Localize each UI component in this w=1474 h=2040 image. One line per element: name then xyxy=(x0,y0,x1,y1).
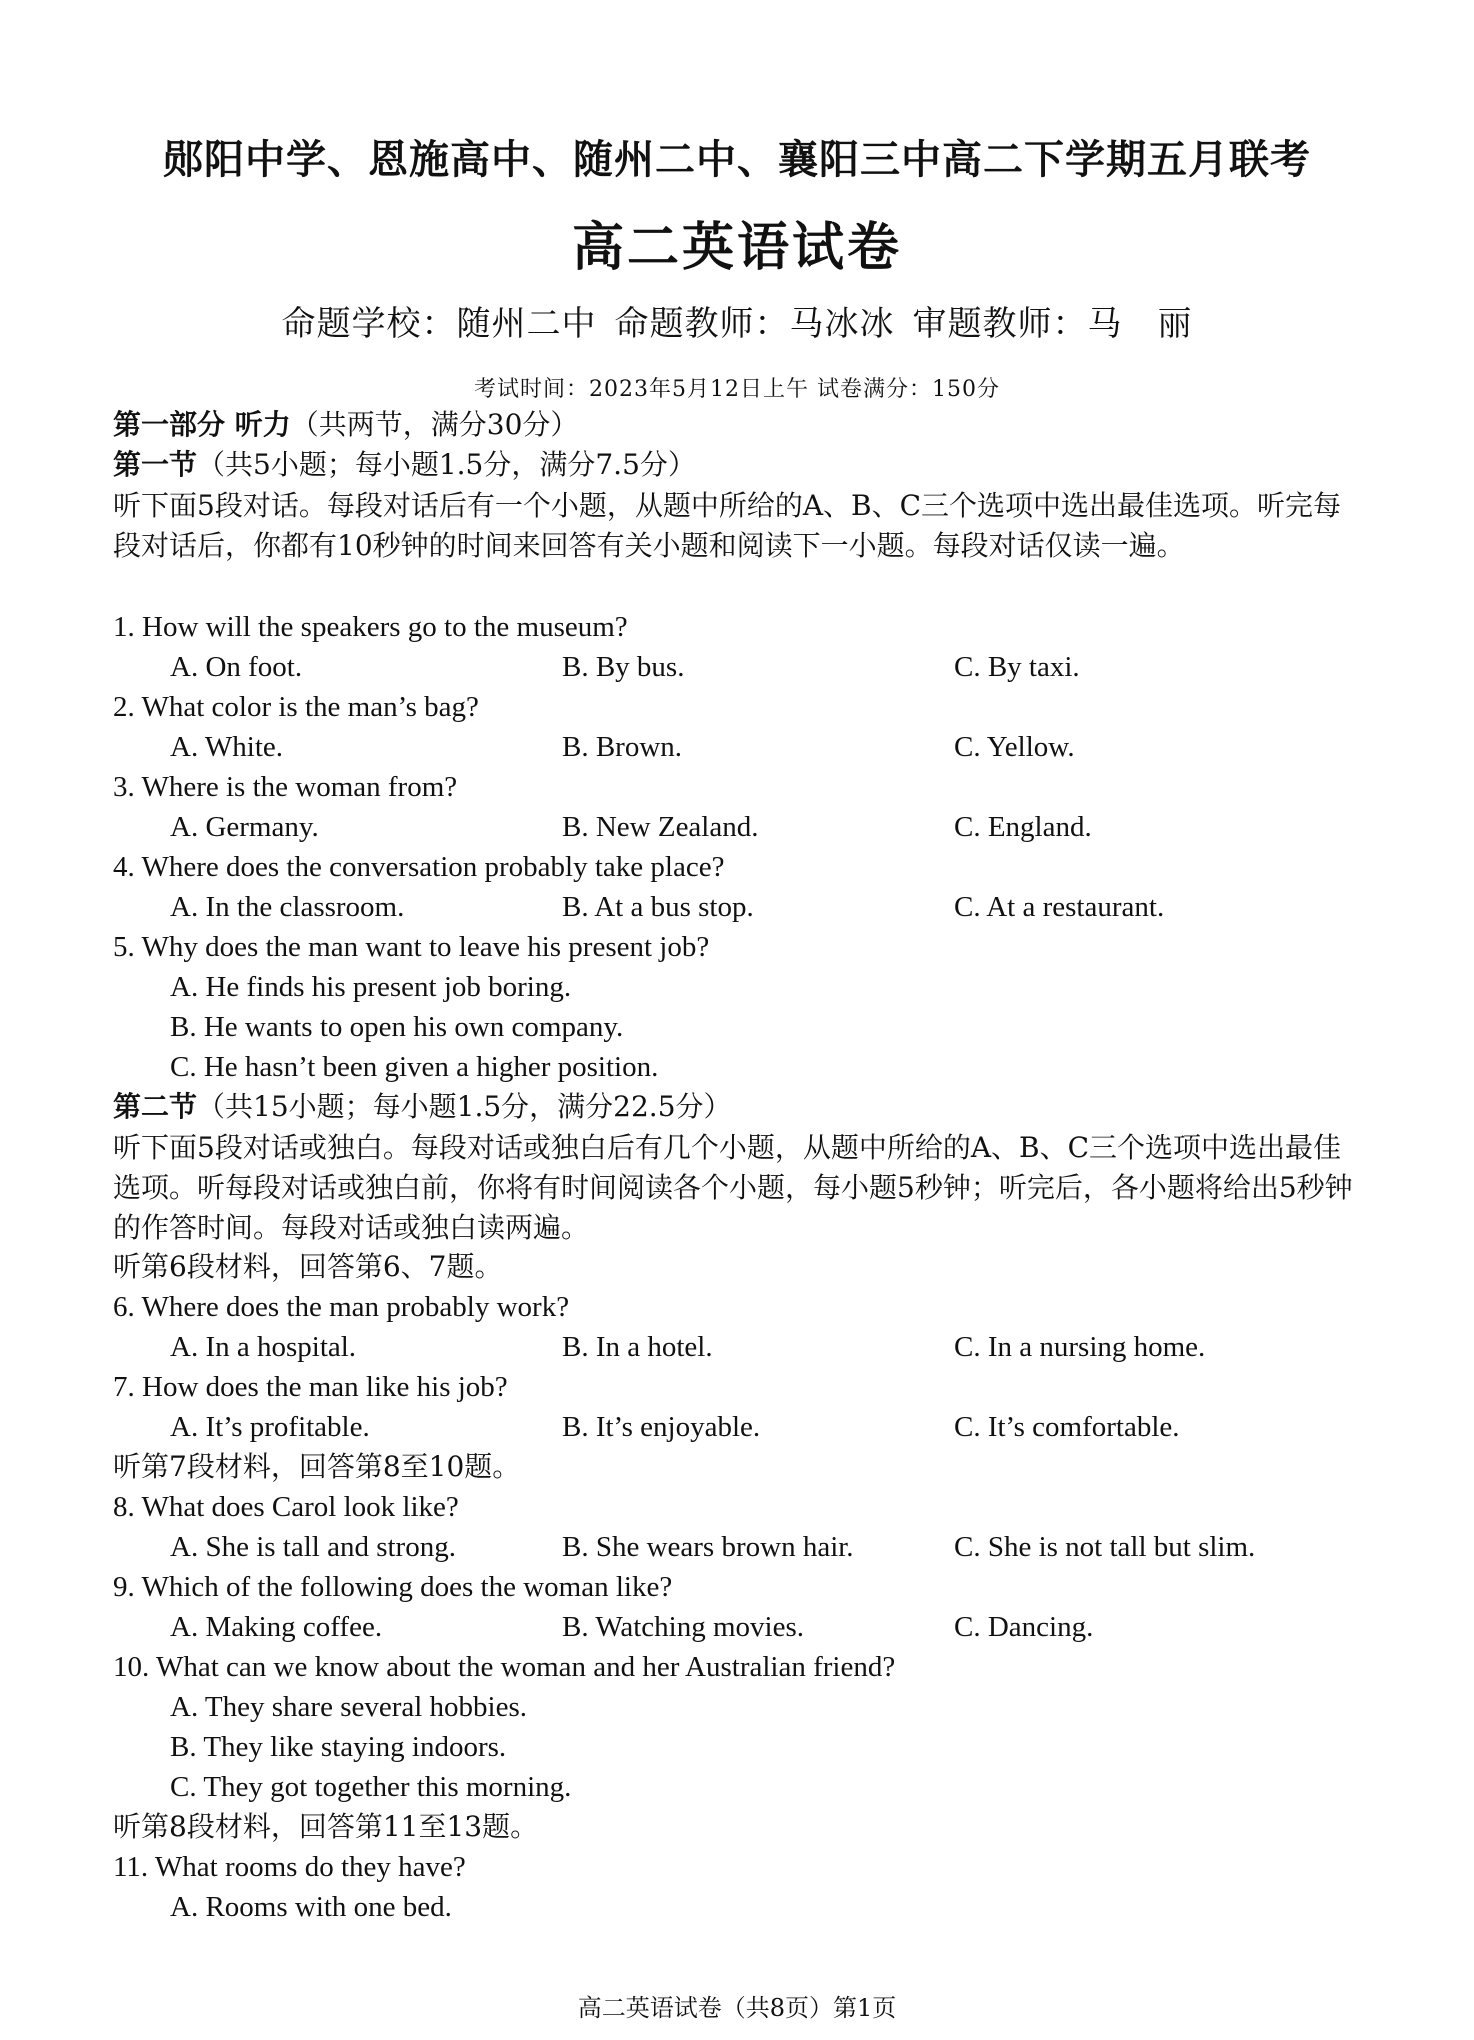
q3-option-a: A. Germany. xyxy=(170,811,319,843)
question-8: 8. What does Carol look like? xyxy=(113,1491,459,1523)
section2-heading xyxy=(113,1090,732,1124)
part1-title: 第一部分 听力 xyxy=(113,408,291,441)
question-4: 4. Where does the conversation probably take place? xyxy=(113,851,725,883)
question-6: 6. Where does the man probably work? xyxy=(113,1291,570,1323)
q1-option-b: B. By bus. xyxy=(562,651,685,683)
page-footer: 高二英语试卷（共8页）第1页 xyxy=(577,1994,897,2022)
q1-option-a: A. On foot. xyxy=(170,651,303,683)
section2-title: 第二节 xyxy=(113,1090,198,1123)
question-11: 11. What rooms do they have? xyxy=(113,1851,466,1883)
q3-option-b: B. New Zealand. xyxy=(562,811,759,843)
question-10: 10. What can we know about the woman and her Australian friend? xyxy=(113,1651,896,1683)
section1-instructions: 听下面5段对话。每段对话后有一个小题，从题中所给的A、B、C三个选项中选出最佳选项。听完每段对话后，你都有10秒钟的时间来回答有关小题和阅读下一小题。每段对话仅读一遍。 xyxy=(113,489,1342,562)
section1-title: 第一节 xyxy=(113,448,198,481)
q3-option-c: C. England. xyxy=(954,811,1092,843)
setter-teacher: 命题教师：马冰冰 xyxy=(614,304,895,344)
q11-option-a: A. Rooms with one bed. xyxy=(170,1891,452,1923)
exam-info: 考试时间：2023年5月12日上午 试卷满分：150分 xyxy=(474,377,1000,402)
section1-note: （共5小题；每小题1.5分，满分7.5分） xyxy=(197,448,696,481)
question-3: 3. Where is the woman from? xyxy=(113,771,458,803)
q4-option-c: C. At a restaurant. xyxy=(954,891,1165,923)
question-2: 2. What color is the man’s bag? xyxy=(113,691,479,723)
q1-option-c: C. By taxi. xyxy=(954,651,1080,683)
question-7: 7. How does the man like his job? xyxy=(113,1371,508,1403)
q8-option-b: B. She wears brown hair. xyxy=(562,1531,854,1563)
q2-option-a: A. White. xyxy=(170,731,284,763)
material-8-note: 听第8段材料，回答第11至13题。 xyxy=(113,1810,539,1843)
q10-option-a: A. They share several hobbies. xyxy=(170,1691,528,1723)
section1-heading xyxy=(113,448,696,482)
material-6-note: 听第6段材料，回答第6、7题。 xyxy=(113,1250,503,1283)
q4-option-a: A. In the classroom. xyxy=(170,891,405,923)
paper-title: 高二英语试卷 xyxy=(571,218,902,278)
q4-option-b: B. At a bus stop. xyxy=(562,891,754,923)
q2-option-b: B. Brown. xyxy=(562,731,683,763)
material-7-note: 听第7段材料，回答第8至10题。 xyxy=(113,1450,521,1483)
q8-option-a: A. She is tall and strong. xyxy=(170,1531,456,1563)
q8-option-c: C. She is not tall but slim. xyxy=(954,1531,1256,1563)
q6-option-b: B. In a hotel. xyxy=(562,1331,713,1363)
q7-option-b: B. It’s enjoyable. xyxy=(562,1411,761,1443)
setter-school: 命题学校：随州二中 xyxy=(281,304,597,344)
question-9: 9. Which of the following does the woman like? xyxy=(113,1571,673,1603)
q5-option-c: C. He hasn’t been given a higher position. xyxy=(170,1051,659,1083)
part1-note: （共两节，满分30分） xyxy=(290,408,579,441)
question-5: 5. Why does the man want to leave his present job? xyxy=(113,931,710,963)
setter-line xyxy=(0,296,1474,345)
section2-note: （共15小题；每小题1.5分，满分22.5分） xyxy=(197,1090,732,1123)
section2-instructions: 听下面5段对话或独白。每段对话或独白后有几个小题，从题中所给的A、B、C三个选项中选出最佳选项。听每段对话或独白前，你将有时间阅读各个小题，每小题5秒钟；听完后，各小题将给出5秒钟的作答时间。每段对话或独白读两遍。 xyxy=(113,1131,1353,1244)
q9-option-b: B. Watching movies. xyxy=(562,1611,804,1643)
q5-option-a: A. He finds his present job boring. xyxy=(170,971,572,1003)
q10-option-c: C. They got together this morning. xyxy=(170,1771,572,1803)
q7-option-a: A. It’s profitable. xyxy=(170,1411,370,1443)
schools-header: 郧阳中学、恩施高中、随州二中、襄阳三中高二下学期五月联考 xyxy=(163,137,1311,183)
q9-option-a: A. Making coffee. xyxy=(170,1611,383,1643)
part1-heading xyxy=(113,408,578,442)
q7-option-c: C. It’s comfortable. xyxy=(954,1411,1180,1443)
q6-option-c: C. In a nursing home. xyxy=(954,1331,1206,1363)
q9-option-c: C. Dancing. xyxy=(954,1611,1094,1643)
question-1: 1. How will the speakers go to the museum? xyxy=(113,611,628,643)
q2-option-c: C. Yellow. xyxy=(954,731,1075,763)
q5-option-b: B. He wants to open his own company. xyxy=(170,1011,624,1043)
q6-option-a: A. In a hospital. xyxy=(170,1331,357,1363)
q10-option-b: B. They like staying indoors. xyxy=(170,1731,507,1763)
reviewer: 审题教师：马 丽 xyxy=(912,304,1193,344)
